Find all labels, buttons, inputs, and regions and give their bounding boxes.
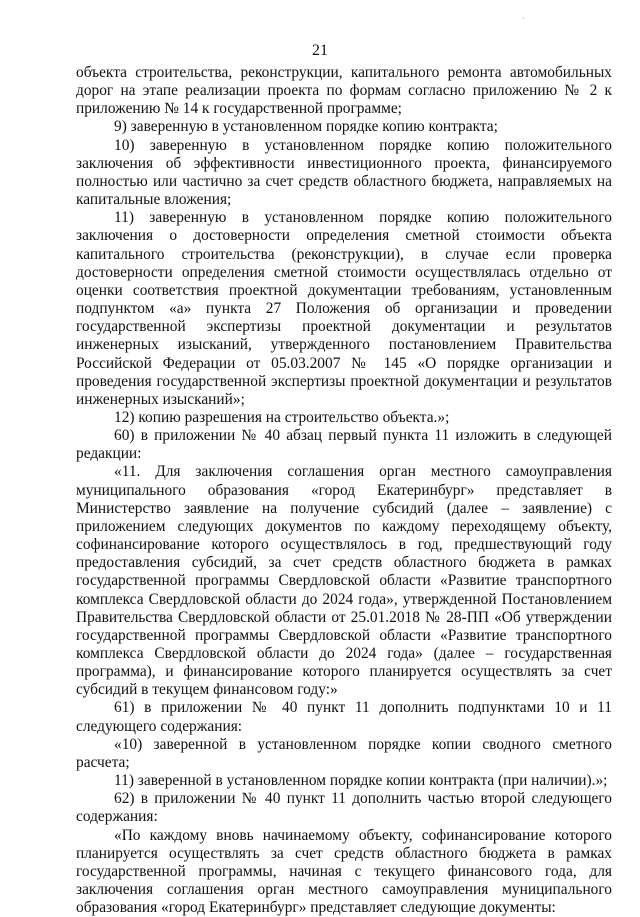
amendment-62-text: «По каждому вновь начинаемому объекту, софинансирование которого планируется осуществлять за счет средств областного бюджета в рамках государственной программы, начиная с текущего финансового года, для заключения соглашения орган местного самоуправления муниципального образования «город Екатеринбург» представляет следующие документы: [76,826,612,917]
amendment-61: 61) в приложении № 40 пункт 11 дополнить подпунктами 10 и 11 следующего содержания: [76,699,612,735]
amendment-62: 62) в приложении № 40 пункт 11 дополнить частью второй следующего содержания: [76,790,612,826]
list-item-12: 12) копию разрешения на строительство объекта.»; [114,408,450,426]
amendment-61-item-10: «10) заверенной в установленном порядке копии сводного сметного расчета; [76,735,612,771]
document-body [76,64,612,917]
page-number: 21 [312,42,328,59]
list-item-11: 11) заверенную в установленном порядке копию положительного заключения о достоверности определения сметной стоимости объекта капитального строительства (реконструкции), в случае если проверка достоверности определения сметной стоимости осуществлялась отдельно от оценки соответствия проектной документации требованиям, установленным подпунктом «а» пункта 27 Положения об организации и проведении государственной экспертизы проектной документации и результатов инженерных изысканий, утвержденного постановлением Правительства Российской Федерации от 05.03.2007 № 145 «О порядке организации и проведения государственной экспертизы проектной документации и результатов инженерных изысканий»; [76,209,612,408]
list-item-9: 9) заверенную в установленном порядке копию контракта; [114,118,498,136]
paragraph-continuation: объекта строительства, реконструкции, капитального ремонта автомобильных дорог на этапе реализации проекта по формам согласно приложению № 2 к приложению № 14 к государственной программе; [76,64,612,118]
amendment-60: 60) в приложении № 40 абзац первый пункта 11 изложить в следующей редакции: [76,427,612,463]
amendment-61-item-11: 11) заверенной в установленном порядке копии контракта (при наличии).»; [114,772,608,790]
list-item-10: 10) заверенную в установленном порядке копию положительного заключения об эффективности инвестиционного проекта, финансируемого полностью или частично за счет средств областного бюджета, направляемых на капитальные вложения; [76,136,612,209]
scan-speck: · [522,14,525,23]
amendment-60-text: «11. Для заключения соглашения орган местного самоуправления муниципального образования «город Екатеринбург» представляет в Министерство заявление на получение субсидий (далее – заявление) с приложением следующих документов по каждому переходящему объекту, софинансирование которого осуществлялось в год, предшествующий году предоставления субсидий, за счет средств областного бюджета в рамках государственной программы Свердловской области «Развитие транспортного комплекса Свердловской области до 2024 года», утвержденной Постановлением Правительства Свердловской области от 25.01.2018 № 28-ПП «Об утверждении государственной программы Свердловской области «Развитие транспортного комплекса Свердловской области до 2024 года» (далее – государственная программа), и финансирование которого планируется осуществлять за счет субсидий в текущем финансовом году:» [76,463,612,699]
